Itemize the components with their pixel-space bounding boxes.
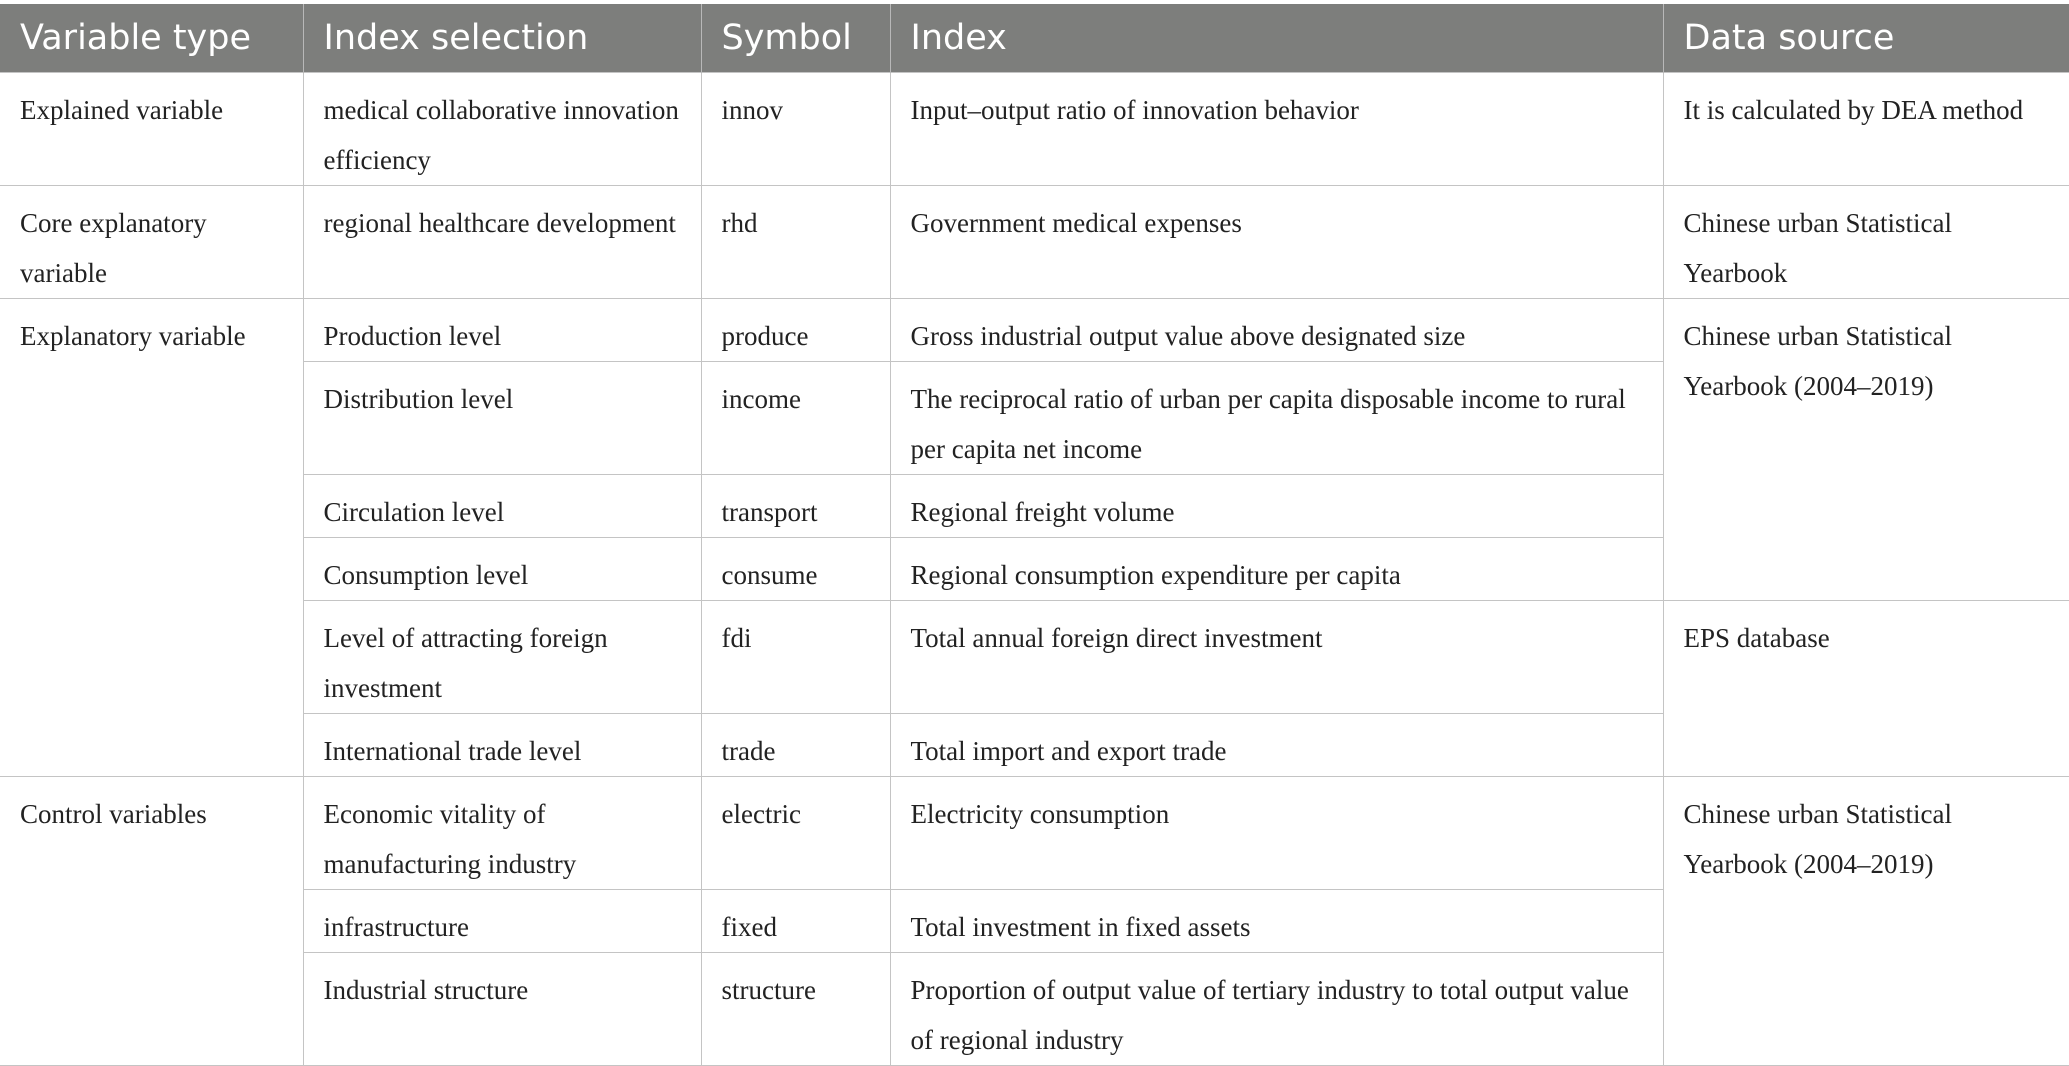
data-source-cell: Chinese urban Statistical Yearbook (2004–2019) [1663, 299, 2069, 601]
index-selection-cell: regional healthcare development [303, 186, 701, 299]
index-cell: Input–output ratio of innovation behavior [890, 73, 1663, 186]
table-header [0, 4, 2069, 73]
index-cell: Regional consumption expenditure per capita [890, 538, 1663, 601]
symbol-cell: income [701, 362, 890, 475]
index-selection-cell: Production level [303, 299, 701, 362]
index-selection-cell: Circulation level [303, 475, 701, 538]
index-selection-cell: Industrial structure [303, 953, 701, 1066]
index-selection-cell: Distribution level [303, 362, 701, 475]
index-cell: Government medical expenses [890, 186, 1663, 299]
variables-table [0, 4, 2069, 1066]
header-index: Index [890, 4, 1663, 73]
symbol-cell: rhd [701, 186, 890, 299]
index-cell: Electricity consumption [890, 777, 1663, 890]
index-cell: Total investment in fixed assets [890, 890, 1663, 953]
variables-table-container [0, 4, 2069, 1066]
index-selection-cell: infrastructure [303, 890, 701, 953]
index-selection-cell: Economic vitality of manufacturing industry [303, 777, 701, 890]
header-data-source: Data source [1663, 4, 2069, 73]
table-body [0, 73, 2069, 1066]
index-cell: Total import and export trade [890, 714, 1663, 777]
data-source-cell: Chinese urban Statistical Yearbook [1663, 186, 2069, 299]
index-cell: Gross industrial output value above designated size [890, 299, 1663, 362]
symbol-cell: fixed [701, 890, 890, 953]
table-row [0, 299, 2069, 362]
table-row [0, 186, 2069, 299]
index-cell: The reciprocal ratio of urban per capita disposable income to rural per capita net income [890, 362, 1663, 475]
variable-type-cell: Explained variable [0, 73, 303, 186]
index-cell: Proportion of output value of tertiary industry to total output value of regional industry [890, 953, 1663, 1066]
data-source-cell: EPS database [1663, 601, 2069, 777]
header-symbol: Symbol [701, 4, 890, 73]
index-cell: Total annual foreign direct investment [890, 601, 1663, 714]
table-row [0, 601, 2069, 714]
header-variable-type: Variable type [0, 4, 303, 73]
index-selection-cell: Level of attracting foreign investment [303, 601, 701, 714]
table-row [0, 777, 2069, 890]
index-cell: Regional freight volume [890, 475, 1663, 538]
symbol-cell: electric [701, 777, 890, 890]
symbol-cell: transport [701, 475, 890, 538]
variable-type-cell: Explanatory variable [0, 299, 303, 777]
symbol-cell: produce [701, 299, 890, 362]
symbol-cell: fdi [701, 601, 890, 714]
symbol-cell: consume [701, 538, 890, 601]
symbol-cell: trade [701, 714, 890, 777]
data-source-cell: It is calculated by DEA method [1663, 73, 2069, 186]
variable-type-cell: Core explanatory variable [0, 186, 303, 299]
index-selection-cell: medical collaborative innovation efficiency [303, 73, 701, 186]
table-row [0, 73, 2069, 186]
data-source-cell: Chinese urban Statistical Yearbook (2004–2019) [1663, 777, 2069, 1066]
index-selection-cell: International trade level [303, 714, 701, 777]
header-row [0, 4, 2069, 73]
symbol-cell: structure [701, 953, 890, 1066]
header-index-selection: Index selection [303, 4, 701, 73]
index-selection-cell: Consumption level [303, 538, 701, 601]
symbol-cell: innov [701, 73, 890, 186]
variable-type-cell: Control variables [0, 777, 303, 1066]
